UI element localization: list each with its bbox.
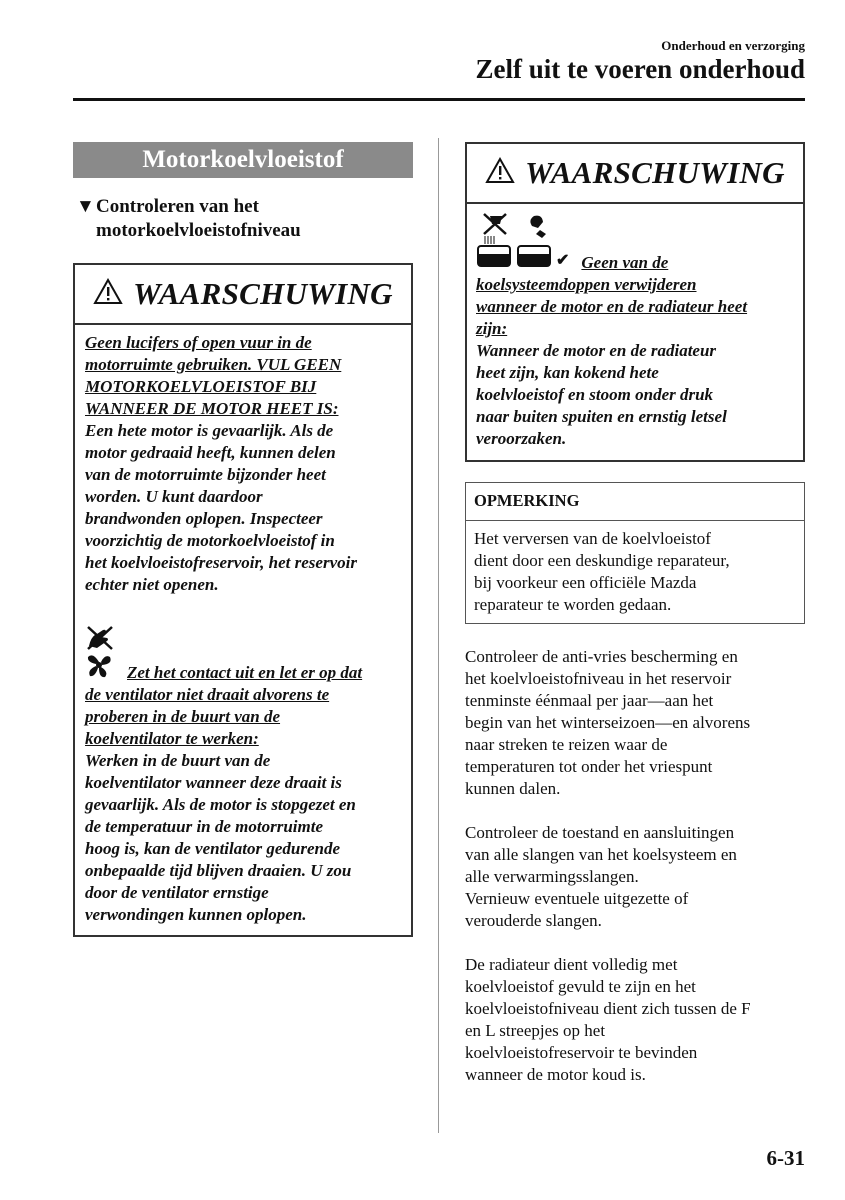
paragraph-line: van alle slangen van het koelsysteem en bbox=[465, 845, 737, 864]
warning-body-line: het koelvloeistofreservoir, het reservoir bbox=[85, 553, 357, 572]
warning-title: WAARSCHUWING bbox=[133, 276, 393, 311]
fan-lead-line: Zet het contact uit en let er op dat bbox=[127, 663, 363, 682]
fan-body-line: Werken in de buurt van de bbox=[85, 751, 271, 770]
warning-text-block bbox=[467, 204, 803, 450]
fan-icon bbox=[85, 652, 113, 684]
paragraph-antifreeze bbox=[465, 646, 805, 800]
warning-header bbox=[467, 144, 803, 204]
subheading bbox=[76, 195, 406, 243]
warning-body-line: brandwonden oplopen. Inspecteer bbox=[85, 509, 323, 528]
note-box bbox=[465, 482, 805, 624]
paragraph-line: De radiateur dient volledig met bbox=[465, 955, 678, 974]
note-line: Het verversen van de koelvloeistof bbox=[474, 529, 711, 548]
warning-text-block bbox=[75, 325, 411, 926]
warning-triangle-icon bbox=[485, 157, 515, 189]
subheading-line-2: motorkoelvloeistofniveau bbox=[96, 220, 301, 241]
paragraph-line: begin van het winterseizoen—en alvorens bbox=[465, 713, 751, 732]
paragraph-line: verouderde slangen. bbox=[465, 911, 602, 930]
paragraph-line: tenminste éénmaal per jaar—aan het bbox=[465, 691, 714, 710]
warning-body-line: Een hete motor is gevaarlijk. Als de bbox=[85, 421, 334, 440]
paragraph-line: Controleer de toestand en aansluitingen bbox=[465, 823, 735, 842]
warning-lead-line: wanneer de motor en de radiateur heet bbox=[476, 297, 748, 316]
warning-body-line: van de motorruimte bijzonder heet bbox=[85, 465, 326, 484]
warning-lead-line: koelsysteemdoppen verwijderen bbox=[476, 275, 697, 294]
fan-body-line: de temperatuur in de motorruimte bbox=[85, 817, 324, 836]
fan-lead-line: de ventilator niet draait alvorens te bbox=[85, 685, 330, 704]
fan-body-line: door de ventilator ernstige bbox=[85, 883, 269, 902]
hot-cap-no-open-icon bbox=[476, 212, 512, 274]
warning-lead-line: WANNEER DE MOTOR HEET IS: bbox=[85, 399, 339, 418]
paragraph-line: koelvloeistof gevuld te zijn en het bbox=[465, 977, 696, 996]
fan-lead-line: proberen in de buurt van de bbox=[85, 707, 281, 726]
paragraph-line: temperaturen tot onder het vriespunt bbox=[465, 757, 713, 776]
note-line: reparateur te worden gedaan. bbox=[474, 595, 672, 614]
down-triangle-icon: ▼ bbox=[76, 196, 95, 217]
warning-body-line: heet zijn, kan kokend hete bbox=[476, 363, 659, 382]
note-line: bij voorkeur een officiële Mazda bbox=[474, 573, 697, 592]
paragraph-line: alle verwarmingsslangen. bbox=[465, 867, 639, 886]
paragraph-line: en L streepjes op het bbox=[465, 1021, 606, 1040]
warning-lead-line: Geen lucifers of open vuur in de bbox=[85, 333, 312, 352]
paragraph-hoses bbox=[465, 822, 805, 932]
section-heading: Motorkoelvloeistof bbox=[73, 142, 413, 178]
subheading-line-1: Controleren van het bbox=[96, 196, 259, 217]
paragraph-line: kunnen dalen. bbox=[465, 779, 561, 798]
checkmark-icon: ✔ bbox=[556, 252, 570, 269]
column-divider bbox=[438, 138, 439, 1133]
fan-body-line: verwondingen kunnen oplopen. bbox=[85, 905, 307, 924]
warning-box-right bbox=[465, 142, 805, 462]
warning-body-line: koelvloeistof en stoom onder druk bbox=[476, 385, 714, 404]
fan-body-line: hoog is, kan de ventilator gedurende bbox=[85, 839, 341, 858]
paragraph-line: koelvloeistofniveau dient zich tussen de F bbox=[465, 999, 751, 1018]
warning-body-line: Wanneer de motor en de radiateur bbox=[476, 341, 717, 360]
warning-triangle-icon bbox=[93, 278, 123, 310]
warning-header bbox=[75, 265, 411, 325]
warning-body-line: veroorzaken. bbox=[476, 429, 567, 448]
warning-body-line: motor gedraaid heeft, kunnen delen bbox=[85, 443, 336, 462]
warning-lead-line: zijn: bbox=[476, 319, 508, 338]
paragraph-radiator bbox=[465, 954, 805, 1086]
section-label: Onderhoud en verzorging bbox=[661, 38, 805, 53]
fan-body-line: gevaarlijk. Als de motor is stopgezet en bbox=[85, 795, 356, 814]
warning-body-line: naar buiten spuiten en ernstig letsel bbox=[476, 407, 727, 426]
fan-body-line: koelventilator wanneer deze draait is bbox=[85, 773, 342, 792]
warning-body-line: echter niet openen. bbox=[85, 575, 219, 594]
cold-cap-open-ok-icon bbox=[516, 212, 552, 274]
paragraph-line: wanneer de motor koud is. bbox=[465, 1065, 646, 1084]
page-title: Zelf uit te voeren onderhoud bbox=[475, 54, 805, 84]
paragraph-line: Vernieuw eventuele uitgezette of bbox=[465, 889, 689, 908]
no-hands-icon bbox=[85, 624, 401, 652]
paragraph-line: het koelvloeistofniveau in het reservoir bbox=[465, 669, 732, 688]
paragraph-line: koelvloeistofreservoir te bevinden bbox=[465, 1043, 698, 1062]
warning-box-left bbox=[73, 263, 413, 937]
note-line: dient door een deskundige reparateur, bbox=[474, 551, 730, 570]
page-number: 6-31 bbox=[766, 1146, 805, 1170]
note-body bbox=[466, 521, 804, 623]
fan-lead-line: koelventilator te werken: bbox=[85, 729, 259, 748]
header-rule bbox=[73, 98, 805, 101]
warning-title: WAARSCHUWING bbox=[525, 155, 785, 190]
warning-lead-line: Geen van de bbox=[581, 253, 669, 272]
warning-lead-line: MOTORKOELVLOEISTOF BIJ bbox=[85, 377, 317, 396]
warning-lead-line: motorruimte gebruiken. VUL GEEN bbox=[85, 355, 342, 374]
note-title: OPMERKING bbox=[466, 483, 804, 521]
paragraph-line: naar streken te reizen waar de bbox=[465, 735, 668, 754]
fan-body-line: onbepaalde tijd blijven draaien. U zou bbox=[85, 861, 352, 880]
warning-body-line: voorzichtig de motorkoelvloeistof in bbox=[85, 531, 335, 550]
warning-body-line: worden. U kunt daardoor bbox=[85, 487, 263, 506]
paragraph-line: Controleer de anti-vries bescherming en bbox=[465, 647, 738, 666]
